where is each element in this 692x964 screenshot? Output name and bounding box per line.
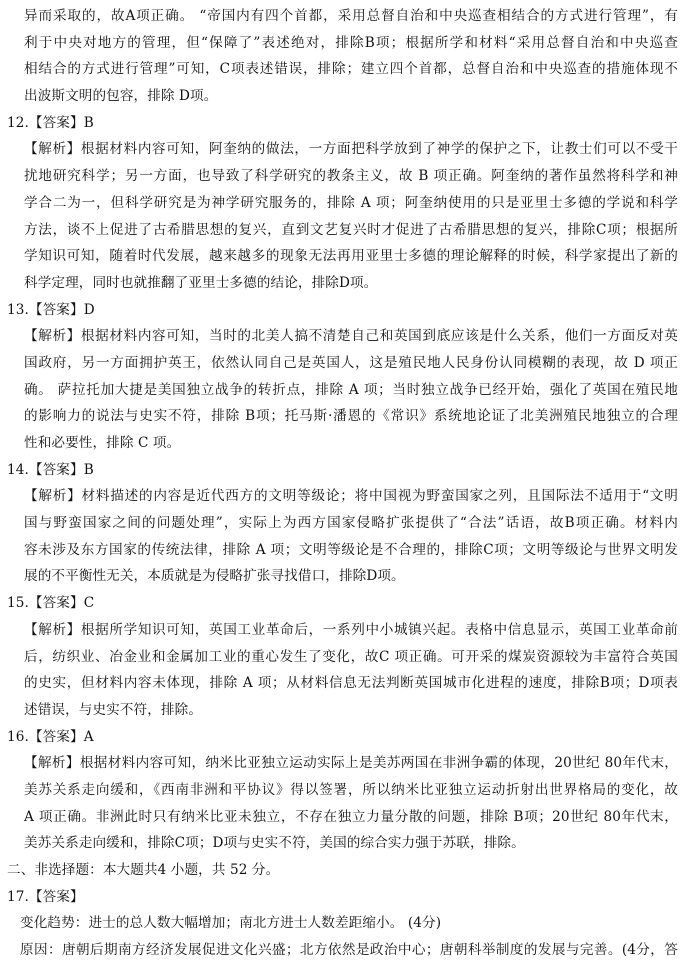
text-line: 异而采取的，故A项正确。 “帝国内有四个首都，采用总督自治和中央巡查相结合的方式进行管理”，有 [24, 8, 678, 24]
text-line: 二、非选择题：本大题共4 小题，共 52 分。 [7, 862, 280, 878]
text-line: 原因：唐朝后期南方经济发展促进文化兴盛；北方依然是政治中心；唐朝科举制度的发展与完善。(4分，答 [20, 942, 678, 959]
text-line: 的史实，但材料内容未体现，排除 A 项；从材料信息无法判断英国城市化进程的速度，排除B项；D项表 [24, 675, 678, 692]
text-line: 确。 萨拉托加大捷是美国独立战争的转折点，排除 A 项；当时独立战争已经开始，强化了英国在殖民地 [24, 381, 678, 398]
text-line: 相结合的方式进行管理”可知，C项表述错误，排除；建立四个首都，总督自治和中央巡查的措施体现不 [24, 61, 678, 78]
text-line: 国政府，另一方面拥护英王，依然认同自己是英国人，这是殖民地人民身份认同模糊的表现，故 D 项正 [24, 354, 678, 371]
text-line: 【解析】根据所学知识可知，英国工业革命后，一系列中小城镇兴起。表格中信息显示，英国工业革命前 [24, 621, 678, 638]
answer-heading: 15.【答案】C [7, 595, 95, 612]
text-line: 性和必要性，排除 C 项。 [24, 435, 181, 451]
text-line: 科学定理，同时也就推翻了亚里士多德的结论，排除D项。 [24, 274, 378, 291]
answer-heading: 14.【答案】B [7, 461, 94, 478]
text-line: 述错误，与史实不符，排除。 [24, 701, 203, 718]
text-line: 【解析】根据材料内容可知，阿奎纳的做法，一方面把科学放到了神学的保护之下，让教士们可以不受干 [24, 141, 678, 158]
text-line: 展的不平衡性无关，本质就是为侵略扩张寻找借口，排除D项。 [24, 568, 405, 585]
text-line: 美苏关系走向缓和，《西南非洲和平协议》得以签署，所以纳米比亚独立运动折射出世界格局的变化，故 [24, 781, 678, 798]
text-line: 学合二为一，但科学研究是为神学研究服务的，排除 A 项；阿奎纳使用的只是亚里士多德的学说和科学 [24, 194, 678, 211]
text-line: 方法，谈不上促进了古希腊思想的复兴，直到文艺复兴时才促进了古希腊思想的复兴，排除C项；根据所 [24, 221, 678, 238]
text-line: 的影响力的说法与史实不符，排除 B项；托马斯·潘恩的《常识》系统地论证了北美洲殖民地独立的合理 [24, 408, 678, 425]
answer-heading: 13.【答案】D [7, 301, 95, 318]
text-line: 美苏关系走向缓和，排除C项；D项与史实不符，美国的综合实力强于苏联，排除。 [24, 835, 525, 852]
text-line: 国与野蛮国家之间的问题处理”，实际上为西方国家侵略扩张提供了“合法”话语，故B项正确。材料内 [24, 515, 678, 532]
text-line: 后，纺织业、冶金业和金属加工业的重心发生了变化，故C 项正确。可开采的煤炭资源较为丰富符合英国 [24, 648, 678, 665]
answer-heading: 17.【答案】 [7, 888, 84, 905]
text-line: 容未涉及东方国家的传统法律，排除 A 项；文明等级论是不合理的，排除C项；文明等级论与世界文明发 [24, 541, 678, 558]
text-line: 学知识可知，随着时代发展，越来越多的现象无法再用亚里士多德的理论解释的时候，科学家提出了新的 [24, 248, 678, 265]
text-line: 【解析】材料描述的内容是近代西方的文明等级论；将中国视为野蛮国家之列，且国际法不适用于“文明 [24, 488, 678, 505]
text-line: 利于中央对地方的管理，但“保障了”表述绝对，排除B项；根据所学和材料“采用总督自治和中央巡查 [24, 34, 678, 51]
text-line: 出波斯文明的包容，排除 D项。 [24, 88, 218, 105]
answer-heading: 16.【答案】A [7, 728, 94, 745]
text-line: 变化趋势：进士的总人数大幅增加；南北方进士人数差距缩小。 (4分) [20, 915, 442, 932]
text-line: 【解析】根据材料内容可知，当时的北美人搞不清楚自己和英国到底应该是什么关系，他们一方面反对英 [24, 328, 678, 345]
text-line: A 项正确。非洲此时只有纳米比亚未独立，不存在独立力量分散的问题，排除 B项；20世纪 80年代末， [24, 808, 678, 825]
answer-heading: 12.【答案】B [7, 114, 94, 131]
text-line: 扰地研究科学；另一方面，也导致了科学研究的教条主义，故 B 项正确。阿奎纳的著作虽然将科学和神 [24, 168, 678, 185]
text-line: 【解析】根据材料内容可知，纳米比亚独立运动实际上是美苏两国在非洲争霸的体现，20世纪 80年代末， [24, 755, 678, 772]
